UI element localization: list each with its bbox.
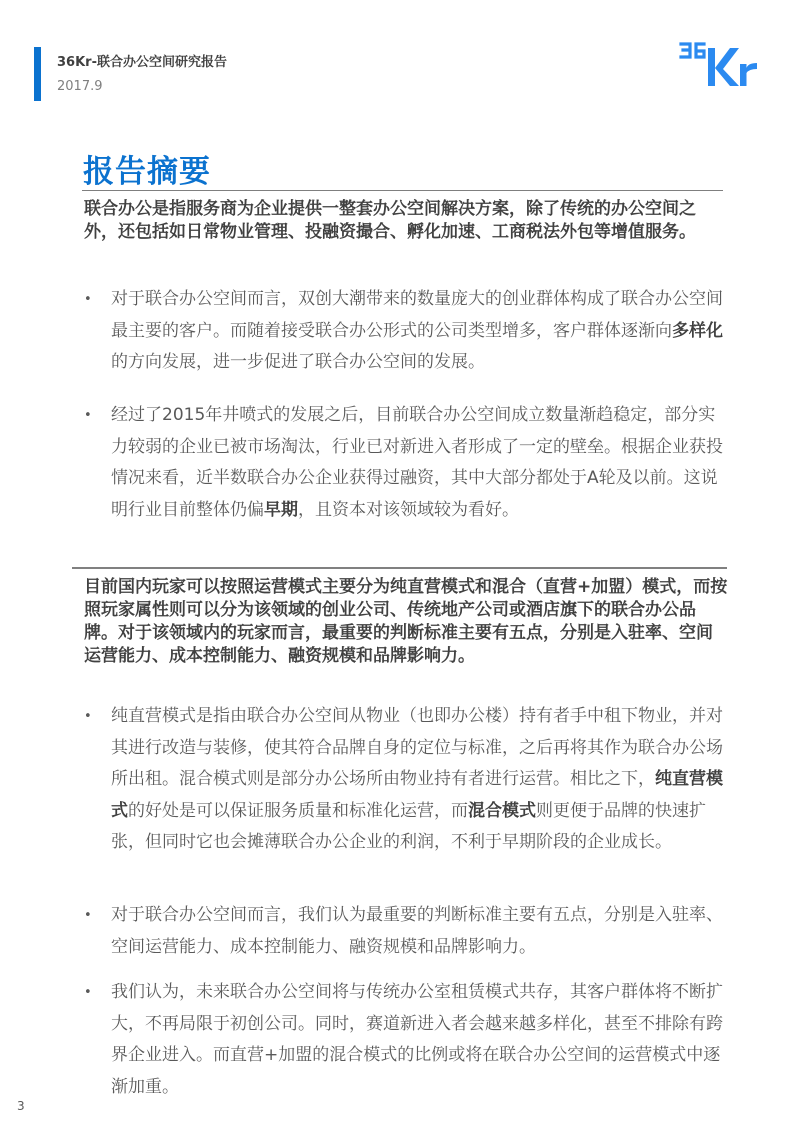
section-divider bbox=[72, 567, 727, 569]
bullet-dot-icon: • bbox=[84, 985, 92, 1000]
bullet-dot-icon: • bbox=[84, 292, 92, 307]
bullet-text: 对于联合办公空间而言，我们认为最重要的判断标准主要有五点，分别是入驻率、空间运营能力、成本控制能力、融资规模和品牌影响力。 bbox=[111, 905, 723, 957]
page-title: 报告摘要 bbox=[83, 154, 211, 190]
bullet-dot-icon: • bbox=[84, 408, 92, 423]
emphasis: 早期 bbox=[264, 499, 298, 520]
emphasis: 混合模式 bbox=[468, 800, 536, 821]
36kr-logo-icon bbox=[678, 40, 768, 90]
bullet-dot-icon: • bbox=[84, 709, 92, 724]
bullet-dot-icon: • bbox=[84, 908, 92, 923]
bullet-item bbox=[84, 400, 724, 526]
bullet-text: 对于联合办公空间而言，双创大潮带来的数量庞大的创业群体构成了联合办公空间最主要的客户。而随着接受联合办公形式的公司类型增多，客户群体逐渐向多样化的方向发展，进一步促进了联合办公空间的发展。 bbox=[111, 289, 723, 372]
bullet-text: 我们认为，未来联合办公空间将与传统办公室租赁模式共存，其客户群体将不断扩大，不再局限于初创公司。同时，赛道新进入者会越来越多样化，甚至不排除有跨界企业进入。而直营+加盟的混合模式的比例或将在联合办公空间的运营模式中逐渐加重。 bbox=[111, 982, 723, 1097]
document-date: 2017.9 bbox=[57, 79, 103, 94]
document-title: 36Kr-联合办公空间研究报告 bbox=[57, 55, 227, 70]
bullet-item bbox=[84, 284, 724, 379]
section-summary: 目前国内玩家可以按照运营模式主要分为纯直营模式和混合（直营+加盟）模式，而按照玩家属性则可以分为该领域的创业公司、传统地产公司或酒店旗下的联合办公品牌。对于该领域内的玩家而言，最重要的判断标准主要有五点，分别是入驻率、空间运营能力、成本控制能力、融资规模和品牌影响力。 bbox=[84, 577, 728, 666]
header-accent-bar bbox=[34, 47, 41, 101]
emphasis: 纯直营模式 bbox=[111, 769, 723, 821]
bullet-item bbox=[84, 701, 724, 859]
section-summary: 联合办公是指服务商为企业提供一整套办公空间解决方案，除了传统的办公空间之外，还包括如日常物业管理、投融资撮合、孵化加速、工商税法外包等增值服务。 bbox=[84, 199, 696, 242]
page-number: 3 bbox=[17, 1099, 25, 1113]
bullet-text: 纯直营模式是指由联合办公空间从物业（也即办公楼）持有者手中租下物业，并对其进行改造与装修，使其符合品牌自身的定位与标准，之后再将其作为联合办公场所出租。混合模式则是部分办公场所由物业持有者进行运营。相比之下，纯直营模式的好处是可以保证服务质量和标准化运营，而混合模式则更便于品牌的快速扩张，但同时它也会摊薄联合办公企业的利润，不利于早期阶段的企业成长。 bbox=[111, 706, 723, 852]
bullet-item bbox=[84, 977, 724, 1103]
section-divider bbox=[82, 190, 723, 191]
bullet-text: 经过了2015年井喷式的发展之后，目前联合办公空间成立数量渐趋稳定，部分实力较弱的企业已被市场淘汰，行业已对新进入者形成了一定的壁垒。根据企业获投情况来看，近半数联合办公企业获得过融资，其中大部分都处于A轮及以前。这说明行业目前整体仍偏早期，且资本对该领域较为看好。 bbox=[111, 405, 723, 520]
emphasis: 多样化 bbox=[672, 320, 723, 341]
bullet-item bbox=[84, 900, 724, 963]
